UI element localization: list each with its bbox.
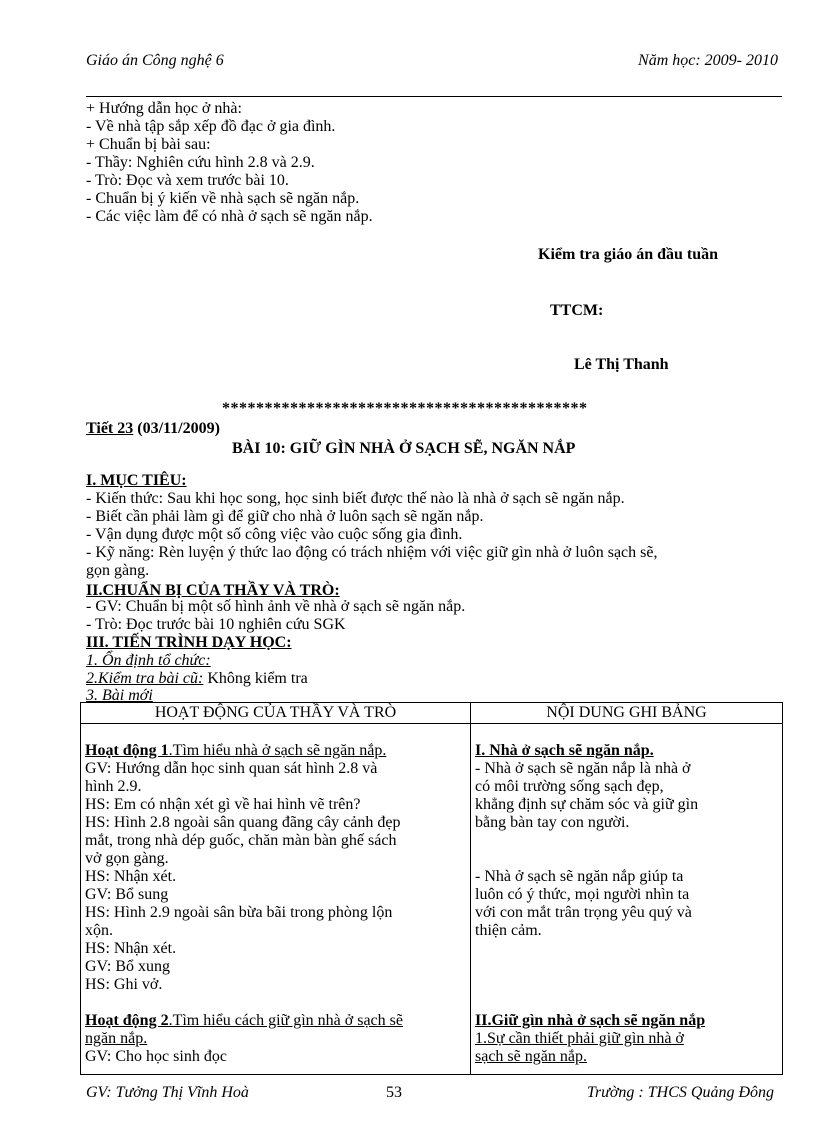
- activity-line: hình 2.9.: [85, 778, 142, 795]
- homework-line: - Các việc làm để có nhà ở sạch sẽ ngăn nắp.: [86, 208, 373, 225]
- lesson-title: BÀI 10: GIỮ GÌN NHÀ Ở SẠCH SẼ, NGĂN NẮP: [232, 440, 576, 457]
- activity-line: vở gọn gàng.: [85, 850, 169, 867]
- period-date: (03/11/2009): [133, 420, 220, 437]
- section-1-heading: I. Nhà ở sạch sẽ ngăn nắp.: [475, 742, 654, 759]
- process-heading: III. TIẾN TRÌNH DẠY HỌC:: [86, 634, 292, 651]
- step-1: 1. Ổn định tổ chức:: [86, 652, 211, 669]
- section-2-heading: II.Giữ gìn nhà ở sạch sẽ ngăn nắp: [475, 1012, 706, 1029]
- objectives-heading: I. MỤC TIÊU:: [86, 472, 187, 489]
- activities-cell: [81, 724, 471, 1075]
- lesson-table: [80, 702, 783, 1075]
- activity-line: HS: Nhận xét.: [85, 868, 177, 885]
- footer-school: Trường : THCS Quảng Đông: [586, 1084, 774, 1101]
- content-line: có môi trường sống sạch đẹp,: [475, 778, 664, 795]
- col-header-content: NỘI DUNG GHI BẢNG: [471, 703, 783, 724]
- objective-line: - Vận dụng được một số công việc vào cuộc sống gia đình.: [86, 526, 463, 543]
- col-header-activities: HOẠT ĐỘNG CỦA THẦY VÀ TRÒ: [81, 703, 471, 724]
- activity-line: xộn.: [85, 922, 113, 939]
- activity-2-heading-cont: ngăn nắp.: [85, 1030, 148, 1047]
- homework-line: + Hướng dẫn học ở nhà:: [86, 100, 242, 117]
- activity-line: GV: Hướng dẫn học sinh quan sát hình 2.8 và: [85, 760, 378, 777]
- objective-line: gọn gàng.: [86, 562, 150, 579]
- lesson-period: [86, 420, 220, 438]
- homework-block: [86, 100, 373, 226]
- homework-line: - Chuẩn bị ý kiến về nhà sạch sẽ ngăn nắp.: [86, 190, 360, 207]
- activity-line: HS: Hình 2.9 ngoài sân bừa bãi trong phòng lộn: [85, 904, 393, 921]
- homework-line: - Về nhà tập sắp xếp đồ đạc ở gia đình.: [86, 118, 336, 135]
- homework-line: - Trò: Đọc và xem trước bài 10.: [86, 172, 289, 189]
- content-line: với con mắt trân trọng yêu quý và: [475, 904, 692, 921]
- period-label: Tiết 23: [86, 420, 134, 437]
- header-right: Năm học: 2009- 2010: [638, 52, 778, 69]
- prep-heading: II.CHUẨN BỊ CỦA THẦY VÀ TRÒ:: [86, 582, 340, 599]
- homework-line: + Chuẩn bị bài sau:: [86, 136, 211, 153]
- activity-2-heading: Hoạt động 2.Tìm hiểu cách giữ gìn nhà ở sạch sẽ: [85, 1012, 403, 1029]
- step-3: 3. Bài mới: [86, 687, 153, 704]
- objective-line: - Kỹ năng: Rèn luyện ý thức lao động có trách nhiệm với việc giữ gìn nhà ở luôn sạch sẽ,: [86, 544, 658, 561]
- separator: *******************************************: [222, 400, 588, 417]
- objective-line: - Kiến thức: Sau khi học song, học sinh biết được thế nào là nhà ở sạch sẽ ngăn nắp.: [86, 490, 625, 507]
- activity-line: HS: Ghi vở.: [85, 976, 163, 993]
- prep-list: [86, 598, 465, 634]
- objective-line: - Biết cần phải làm gì để giữ cho nhà ở luôn sạch sẽ ngăn nắp.: [86, 508, 484, 525]
- signature-check: Kiểm tra giáo án đầu tuần: [538, 246, 719, 263]
- activity-line: GV: Bổ sung: [85, 886, 169, 903]
- page-number: 53: [386, 1084, 402, 1101]
- signature-name: Lê Thị Thanh: [574, 356, 669, 373]
- content-line: khẳng định sự chăm sóc và giữ gìn: [475, 796, 699, 813]
- activity-line: GV: Bổ xung: [85, 958, 171, 975]
- activity-line: GV: Cho học sinh đọc: [85, 1048, 227, 1065]
- activity-line: HS: Em có nhận xét gì về hai hình vẽ trên?: [85, 796, 361, 813]
- content-line: bằng bàn tay con người.: [475, 814, 630, 831]
- objectives-list: [86, 490, 657, 580]
- content-cell: [471, 724, 783, 1075]
- header-left: Giáo án Công nghệ 6: [86, 52, 224, 69]
- content-line: - Nhà ở sạch sẽ ngăn nắp giúp ta: [475, 868, 684, 885]
- content-line: luôn có ý thức, mọi người nhìn ta: [475, 886, 690, 903]
- activity-line: HS: Hình 2.8 ngoài sân quang đãng cây cảnh đẹp: [85, 814, 401, 831]
- step-2: 2.Kiểm tra bài cũ: Không kiểm tra: [86, 670, 308, 687]
- signature-role: TTCM:: [550, 302, 604, 319]
- header-rule: [86, 96, 782, 97]
- content-line: thiện cảm.: [475, 922, 542, 939]
- footer-teacher: GV: Tưởng Thị Vĩnh Hoà: [86, 1084, 249, 1101]
- prep-line: - Trò: Đọc trước bài 10 nghiên cứu SGK: [86, 616, 346, 633]
- section-2-subheading: 1.Sự cần thiết phải giữ gìn nhà ở: [475, 1030, 684, 1047]
- prep-line: - GV: Chuẩn bị một số hình ảnh về nhà ở sạch sẽ ngăn nắp.: [86, 598, 466, 615]
- activity-1-heading: Hoạt động 1.Tìm hiểu nhà ở sạch sẽ ngăn nắp.: [85, 742, 387, 759]
- activity-line: mắt, trong nhà dép guốc, chăn màn bàn ghế sách: [85, 832, 397, 849]
- activity-line: HS: Nhận xét.: [85, 940, 177, 957]
- section-2-subheading: sạch sẽ ngăn nắp.: [475, 1048, 587, 1065]
- content-line: - Nhà ở sạch sẽ ngăn nắp là nhà ở: [475, 760, 691, 777]
- homework-line: - Thầy: Nghiên cứu hình 2.8 và 2.9.: [86, 154, 315, 171]
